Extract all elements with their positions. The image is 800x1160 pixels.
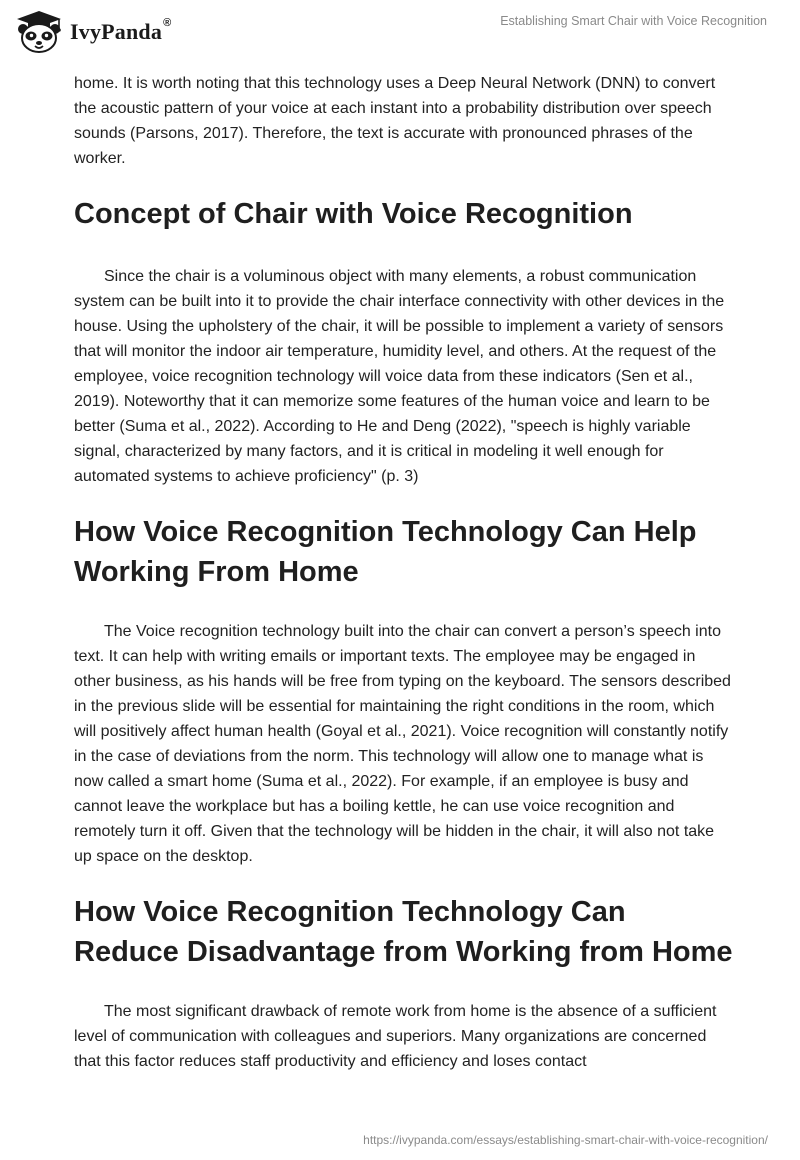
registered-mark: ® bbox=[163, 17, 172, 29]
section-heading-reduce-disadvantage: How Voice Recognition Technology Can Reduce Disadvantage from Working from Home bbox=[74, 896, 733, 968]
section-paragraph-reduce-disadvantage: The most significant drawback of remote work from home is the absence of a sufficient level of communication with colleagues and superiors. Many organizations are concerned that this factor reduces staff productivity and efficiency and loses contact bbox=[74, 1003, 717, 1070]
document-title: Establishing Smart Chair with Voice Recognition bbox=[500, 14, 767, 28]
section-paragraph-concept: Since the chair is a voluminous object with many elements, a robust communication system can be built into it to provide the chair interface connectivity with other devices in the house. Using the upholstery of the chair, it will be possible to implement a variety of sensors that will monitor the indoor air temperature, humidity level, and others. At the request of the employee, voice recognition technology will voice data from these indicators (Sen et al., 2019). Noteworthy that it can memorize some features of the human voice and learn to be better (Suma et al., 2022). According to He and Deng (2022), "speech is highly variable signal, characterized by many factors, and it is critical in modeling it well enough for automated systems to achieve proficiency" (p. 3) bbox=[74, 268, 725, 485]
page-header bbox=[0, 0, 800, 64]
panda-mascot-icon bbox=[14, 10, 64, 54]
section-heading-concept: Concept of Chair with Voice Recognition bbox=[74, 198, 633, 230]
logo-wordmark bbox=[70, 19, 171, 45]
logo-text: IvyPanda bbox=[70, 19, 163, 44]
section-heading-help-working-from-home: How Voice Recognition Technology Can Help Working From Home bbox=[74, 516, 697, 588]
section-paragraph-help-working-from-home: The Voice recognition technology built into the chair can convert a person’s speech into text. It can help with writing emails or important texts. The employee may be engaged in other business, as his hands will be free from typing on the keyboard. The sensors described in the previous slide will be essential for maintaining the right conditions in the room, which will positively affect human health (Goyal et al., 2021). Voice recognition will constantly notify in the case of deviations from the norm. This technology will allow one to manage what is now called a smart home (Suma et al., 2022). For example, if an employee is busy and cannot leave the workplace but has a boiling kettle, he can use voice recognition and remotely turn it off. Given that the technology will be hidden in the chair, it will also not take up space on the desktop. bbox=[74, 623, 731, 865]
ivypanda-logo[interactable] bbox=[14, 10, 171, 54]
source-url[interactable]: https://ivypanda.com/essays/establishing-smart-chair-with-voice-recognition/ bbox=[363, 1133, 768, 1147]
essay-content bbox=[74, 71, 734, 1074]
intro-paragraph: home. It is worth noting that this technology uses a Deep Neural Network (DNN) to convert the acoustic pattern of your voice at each instant into a probability distribution over speech sounds (Parsons, 2017). Therefore, the text is accurate with pronounced phrases of the worker. bbox=[74, 75, 716, 167]
